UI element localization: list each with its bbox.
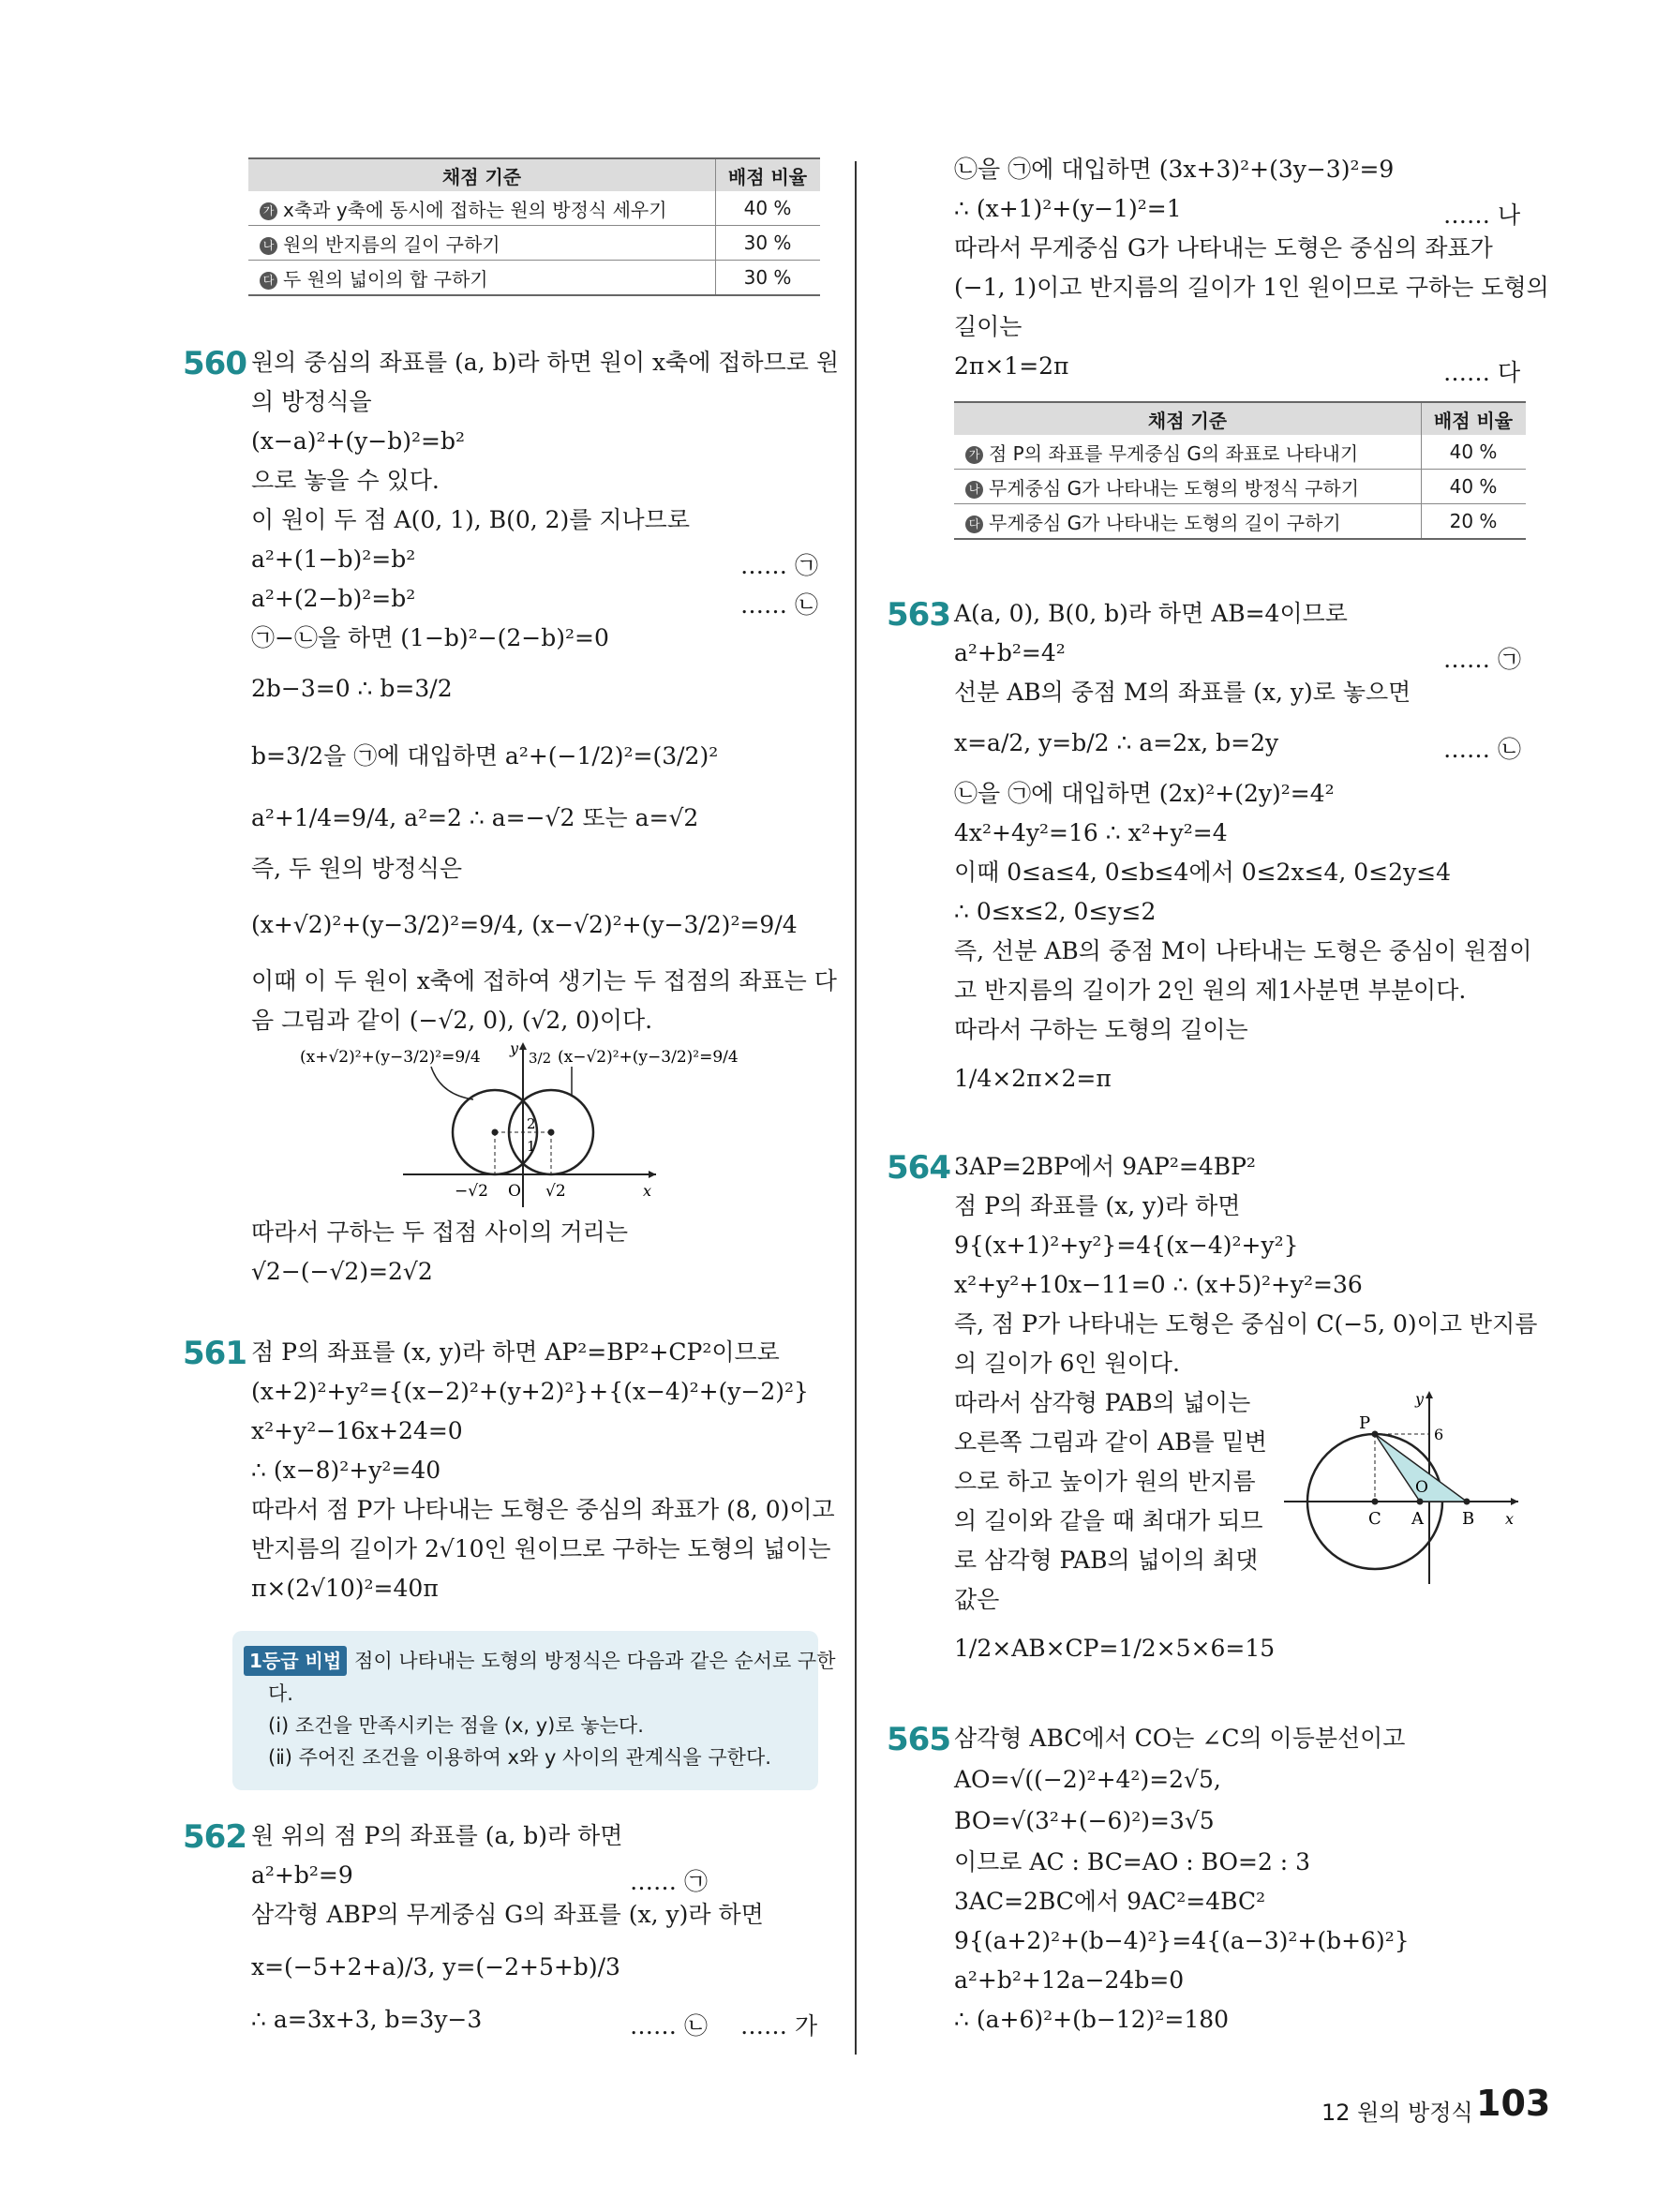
equation-mark: …… ㉡ [630, 2012, 708, 2040]
solution-line: 4x²+4y²=16 ∴ x²+y²=4 [954, 819, 1228, 846]
solution-line: (x+√2)²+(y−3/2)²=9/4, (x−√2)²+(y−3/2)²=9/4 [251, 911, 798, 938]
solution-line: AO=√((−2)²+4²)=2√5, [954, 1766, 1221, 1793]
table-row [954, 504, 1526, 540]
solution-line: 1/2×AB×CP=1/2×5×6=15 [954, 1635, 1276, 1662]
figure-label-left: (x+√2)²+(y−3/2)²=9/4 [300, 1048, 481, 1067]
solution-line: ㉡을 ㉠에 대입하면 (2x)²+(2y)²=4² [954, 780, 1335, 807]
tick-label: 6 [1434, 1426, 1444, 1443]
point-label-a: A [1411, 1509, 1424, 1529]
solution-line: a²+b²=9 [251, 1861, 353, 1889]
ratio-text: 40 % [1422, 435, 1527, 470]
ratio-text: 20 % [1422, 504, 1527, 540]
equation-mark: …… ㉠ [1443, 646, 1521, 673]
solution-line: 삼각형 ABP의 무게중심 G의 좌표를 (x, y)라 하면 [251, 1901, 764, 1928]
solution-line: 원 위의 점 P의 좌표를 (a, b)라 하면 [251, 1822, 623, 1849]
solution-line: x=a/2, y=b/2 ∴ a=2x, b=2y [954, 729, 1279, 756]
solution-line: 이 원이 두 점 A(0, 1), B(0, 2)를 지나므로 [251, 506, 690, 533]
solution-line: 이때 0≤a≤4, 0≤b≤4에서 0≤2x≤4, 0≤2y≤4 [954, 859, 1452, 886]
solution-line: 3AP=2BP에서 9AP²=4BP² [954, 1153, 1256, 1180]
origin-label: O [1415, 1478, 1428, 1497]
solution-line: 따라서 점 P가 나타내는 도형은 중심의 좌표가 (8, 0)이고 [251, 1496, 835, 1523]
solution-line: 점 P의 좌표를 (x, y)라 하면 [954, 1192, 1241, 1219]
solution-line: 따라서 구하는 두 접점 사이의 거리는 [251, 1218, 628, 1246]
tip-line [244, 1646, 835, 1676]
solution-line: a²+1/4=9/4, a²=2 ∴ a=−√2 또는 a=√2 [251, 804, 699, 831]
tip-box [232, 1631, 836, 1790]
figure-560-two-circles [291, 1039, 739, 1217]
tick-label: 3/2 [529, 1050, 552, 1067]
axis-x-label: x [1505, 1510, 1515, 1528]
solution-line: 값은 [954, 1586, 1000, 1613]
solution-line: 2π×1=2π [954, 352, 1069, 380]
solution-line: x²+y²+10x−11=0 ∴ (x+5)²+y²=36 [954, 1271, 1363, 1298]
chapter-title: 12 원의 방정식 [1321, 2100, 1473, 2126]
solution-line: 원의 중심의 좌표를 (a, b)라 하면 원이 x축에 접하므로 원 [251, 349, 839, 376]
point-label-c: C [1368, 1509, 1381, 1529]
problem-number-560: 560 [183, 345, 246, 382]
tick-label: √2 [545, 1182, 566, 1201]
table-row [954, 470, 1526, 504]
axis-x-label: x [643, 1182, 652, 1200]
ratio-text: 30 % [716, 226, 821, 261]
solution-line: a²+(2−b)²=b² [251, 585, 416, 612]
solution-line: 으로 하고 높이가 원의 반지름 [954, 1468, 1256, 1495]
solution-line: a²+b²+12a−24b=0 [954, 1966, 1185, 1994]
problem-number-563: 563 [887, 596, 950, 634]
solution-line: ∴ a=3x+3, b=3y−3 [251, 2006, 483, 2033]
solution-line: 따라서 구하는 도형의 길이는 [954, 1016, 1248, 1043]
solution-line: 길이는 [954, 313, 1023, 340]
ratio-text: 40 % [1422, 470, 1527, 504]
tip-badge: 1등급 비법 [244, 1646, 347, 1676]
ratio-text: 30 % [716, 261, 821, 296]
equation-mark: …… ㉠ [740, 552, 818, 579]
problem-number-565: 565 [887, 1721, 950, 1758]
solution-line: ∴ 0≤x≤2, 0≤y≤2 [954, 898, 1157, 925]
solution-line: 즉, 선분 AB의 중점 M이 나타내는 도형은 중심이 원점이 [954, 937, 1532, 964]
solution-line: 따라서 무게중심 G가 나타내는 도형은 중심의 좌표가 [954, 234, 1493, 262]
circled-mark-icon: 가 [965, 446, 983, 464]
table-row [248, 191, 820, 226]
solution-line: 점 P의 좌표를 (x, y)라 하면 AP²=BP²+CP²이므로 [251, 1338, 780, 1366]
solution-line: (x−a)²+(y−b)²=b² [251, 427, 466, 455]
circled-mark-icon: 나 [260, 237, 277, 255]
point-label-b: B [1462, 1509, 1475, 1529]
solution-line: π×(2√10)²=40π [251, 1575, 439, 1602]
ratio-text: 40 % [716, 191, 821, 226]
tip-line: 다. [268, 1682, 293, 1705]
solution-line: 선분 AB의 중점 M의 좌표를 (x, y)로 놓으면 [954, 679, 1411, 706]
criteria-text: 점 P의 좌표를 무게중심 G의 좌표로 나타내기 [989, 441, 1359, 465]
circled-mark-icon: 가 [260, 202, 277, 220]
axis-y-label: y [510, 1039, 519, 1057]
solution-line: 의 길이가 6인 원이다. [954, 1350, 1180, 1377]
solution-line: x²+y²−16x+24=0 [251, 1417, 463, 1444]
solution-line: 1/4×2π×2=π [954, 1065, 1112, 1092]
solution-line: 의 방정식을 [251, 388, 372, 415]
solution-line: a²+b²=4² [954, 639, 1066, 666]
solution-line: 이때 이 두 원이 x축에 접하여 생기는 두 접점의 좌표는 다 [251, 967, 837, 994]
solution-line: a²+(1−b)²=b² [251, 546, 416, 573]
figure-label-right: (x−√2)²+(y−3/2)²=9/4 [558, 1048, 739, 1067]
solution-line: 즉, 두 원의 방정식은 [251, 855, 462, 882]
equation-mark: …… ㉡ [1443, 736, 1521, 763]
solution-line: ㉠−㉡을 하면 (1−b)²−(2−b)²=0 [251, 624, 609, 651]
solution-line: 9{(x+1)²+y²}=4{(x−4)²+y²} [954, 1232, 1299, 1259]
solution-line: x=(−5+2+a)/3, y=(−2+5+b)/3 [251, 1953, 620, 1980]
solution-line: 9{(a+2)²+(b−4)²}=4{(a−3)²+(b+6)²} [954, 1927, 1410, 1954]
solution-line: (−1, 1)이고 반지름의 길이가 1인 원이므로 구하는 도형의 [954, 274, 1549, 301]
problem-number-564: 564 [887, 1149, 950, 1187]
equation-mark: …… 다 [1443, 359, 1521, 386]
circled-mark-icon: 다 [260, 272, 277, 290]
solution-line: 즉, 점 P가 나타내는 도형은 중심이 C(−5, 0)이고 반지름 [954, 1310, 1538, 1338]
table-header-ratio: 배점 비율 [1422, 402, 1527, 435]
equation-mark: …… 가 [740, 2012, 818, 2040]
solution-line: 3AC=2BC에서 9AC²=4BC² [954, 1888, 1266, 1915]
tip-line: (ⅱ) 주어진 조건을 이용하여 x와 y 사이의 관계식을 구한다. [268, 1746, 771, 1769]
table-header-criteria: 채점 기준 [954, 402, 1422, 435]
equation-mark: …… ㉠ [630, 1868, 708, 1895]
figure-564-circle-triangle [1284, 1387, 1528, 1593]
table-header-ratio: 배점 비율 [716, 158, 821, 191]
solution-line: 삼각형 ABC에서 CO는 ∠C의 이등분선이고 [954, 1725, 1406, 1752]
axis-y-label: y [1415, 1390, 1425, 1408]
solution-line: 으로 놓을 수 있다. [251, 467, 440, 494]
equation-mark: …… 나 [1443, 202, 1521, 229]
circled-mark-icon: 다 [965, 516, 983, 533]
criteria-text: x축과 y축에 동시에 접하는 원의 방정식 세우기 [283, 198, 667, 221]
tip-text: 점이 나타내는 도형의 방정식은 다음과 같은 순서로 구한 [354, 1650, 836, 1672]
solution-line: 이므로 AC : BC=AO : BO=2 : 3 [954, 1848, 1311, 1876]
table-row [248, 261, 820, 296]
solution-line: b=3/2을 ㉠에 대입하면 a²+(−1/2)²=(3/2)² [251, 742, 719, 770]
solution-line: ∴ (x−8)²+y²=40 [251, 1457, 441, 1484]
score-table-562 [954, 401, 1526, 540]
criteria-text: 원의 반지름의 길이 구하기 [283, 232, 500, 256]
tick-label: 2 [527, 1115, 536, 1132]
solution-line: A(a, 0), B(0, b)라 하면 AB=4이므로 [954, 600, 1348, 627]
page-number: 103 [1476, 2083, 1551, 2124]
solution-line: 의 길이와 같을 때 최대가 되므 [954, 1507, 1263, 1534]
origin-label: O [508, 1182, 521, 1201]
solution-line: √2−(−√2)=2√2 [251, 1258, 433, 1285]
solution-line: 반지름의 길이가 2√10인 원이므로 구하는 도형의 넓이는 [251, 1535, 831, 1562]
solution-line: 따라서 삼각형 PAB의 넓이는 [954, 1389, 1251, 1416]
problem-number-561: 561 [183, 1335, 246, 1372]
circled-mark-icon: 나 [965, 481, 983, 499]
point-label-p: P [1359, 1413, 1371, 1433]
column-divider [855, 161, 857, 2055]
solution-line: ∴ (a+6)²+(b−12)²=180 [954, 2006, 1230, 2033]
solution-line: BO=√(3²+(−6)²)=3√5 [954, 1807, 1215, 1834]
criteria-text: 무게중심 G가 나타내는 도형의 방정식 구하기 [989, 476, 1360, 500]
tick-label: 1 [527, 1138, 536, 1155]
solution-line: 고 반지름의 길이가 2인 원의 제1사분면 부분이다. [954, 977, 1467, 1004]
solution-line: 오른쪽 그림과 같이 AB를 밑변 [954, 1428, 1267, 1456]
score-table-559 [248, 157, 820, 296]
solution-line: 로 삼각형 PAB의 넓이의 최댓 [954, 1547, 1259, 1574]
solution-line: ㉡을 ㉠에 대입하면 (3x+3)²+(3y−3)²=9 [954, 156, 1395, 183]
table-row [248, 226, 820, 261]
solution-line: (x+2)²+y²={(x−2)²+(y+2)²}+{(x−4)²+(y−2)²} [251, 1378, 809, 1405]
table-header-criteria: 채점 기준 [248, 158, 716, 191]
problem-number-562: 562 [183, 1818, 246, 1856]
tip-line: (ⅰ) 조건을 만족시키는 점을 (x, y)로 놓는다. [268, 1714, 644, 1737]
tick-label: −√2 [455, 1182, 488, 1201]
equation-mark: …… ㉡ [740, 591, 818, 619]
solution-line: 2b−3=0 ∴ b=3/2 [251, 675, 453, 702]
solution-line: 음 그림과 같이 (−√2, 0), (√2, 0)이다. [251, 1007, 653, 1034]
criteria-text: 두 원의 넓이의 합 구하기 [283, 267, 488, 291]
criteria-text: 무게중심 G가 나타내는 도형의 길이 구하기 [989, 511, 1341, 534]
table-row [954, 435, 1526, 470]
solution-line: ∴ (x+1)²+(y−1)²=1 [954, 195, 1182, 222]
